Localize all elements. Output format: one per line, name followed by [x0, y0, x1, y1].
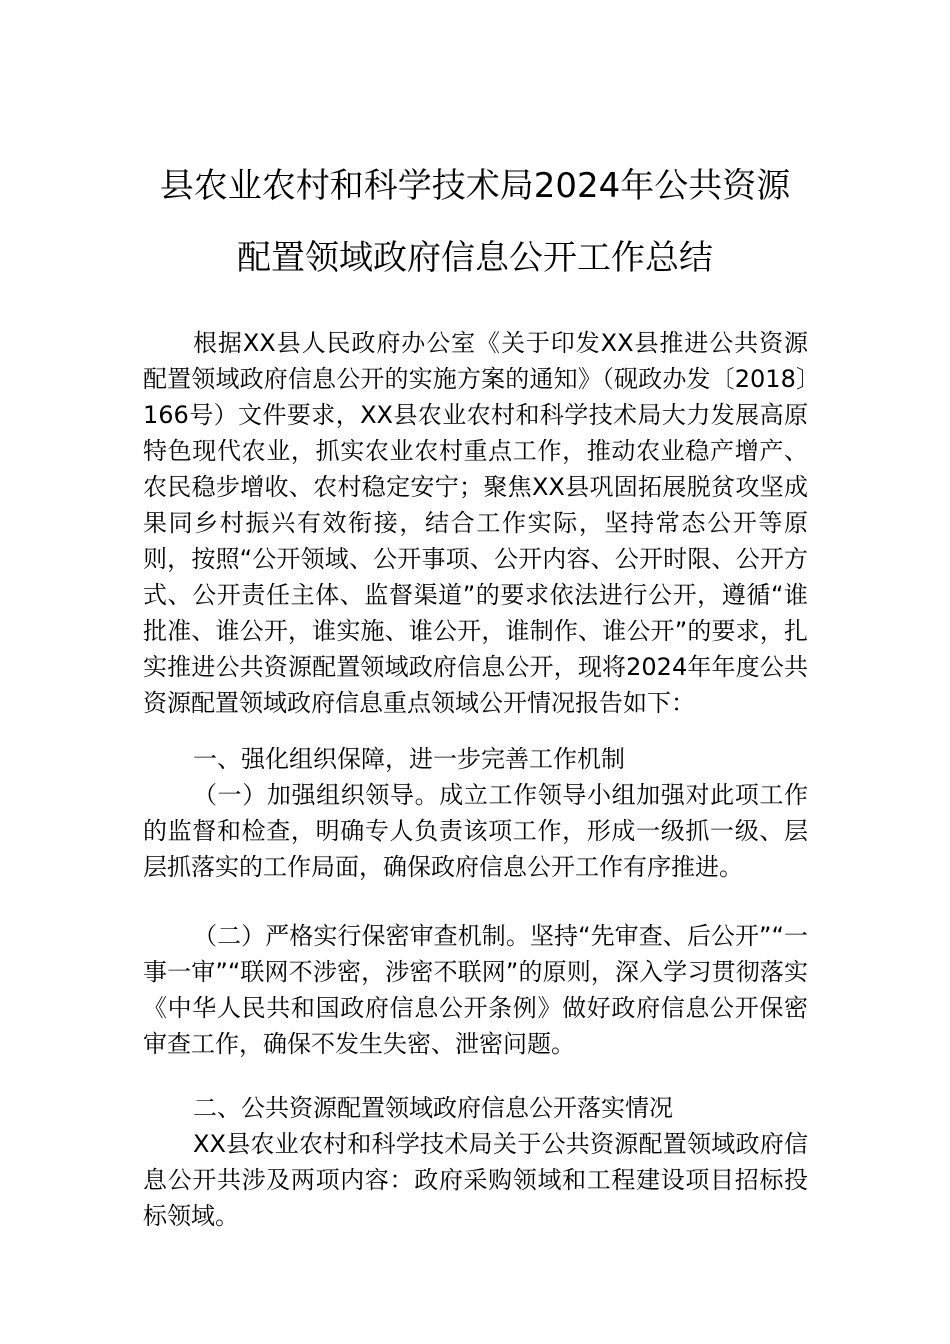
- section-1-paragraph-1: （一）加强组织领导。成立工作领导小组加强对此项工作的监督和检查，明确专人负责该项工作，形成一级抓一级、层层抓落实的工作局面，确保政府信息公开工作有序推进。: [143, 781, 808, 881]
- section-1-paragraph-2: （二）严格实行保密审查机制。坚持“先审查、后公开”“一事一审”“联网不涉密，涉密不联网”的原则，深入学习贯彻落实《中华人民共和国政府信息公开条例》做好政府信息公开保密审查工作，确保不发生失密、泄密问题。: [143, 922, 808, 1058]
- document-title-line-1: 县农业农村和科学技术局2024年公共资源: [159, 166, 791, 206]
- section-2-heading: 二、公共资源配置领域政府信息公开落实情况: [193, 1094, 673, 1122]
- intro-paragraph: 根据XX县人民政府办公室《关于印发XX县推进公共资源配置领域政府信息公开的实施方案的通知》（砚政办发〔2018〕166号）文件要求，XX县农业农村和科学技术局大力发展高原特色现代农业，抓实农业农村重点工作，推动农业稳产增产、农民稳步增收、农村稳定安宁；聚焦XX县巩固拓展脱贫攻坚成果同乡村振兴有效衔接，结合工作实际，坚持常态公开等原则，按照“公开领域、公开事项、公开内容、公开时限、公开方式、公开责任主体、监督渠道”的要求依法进行公开，遵循“谁批准、谁公开，谁实施、谁公开，谁制作、谁公开”的要求，扎实推进公共资源配置领域政府信息公开，现将2024年年度公共资源配置领域政府信息重点领域公开情况报告如下：: [143, 329, 808, 717]
- section-1-heading: 一、强化组织保障，进一步完善工作机制: [193, 745, 625, 773]
- section-2-paragraph-1: XX县农业农村和科学技术局关于公共资源配置领域政府信息公开共涉及两项内容：政府采购领域和工程建设项目招标投标领域。: [143, 1130, 808, 1230]
- document-title-line-2: 配置领域政府信息公开工作总结: [237, 238, 713, 278]
